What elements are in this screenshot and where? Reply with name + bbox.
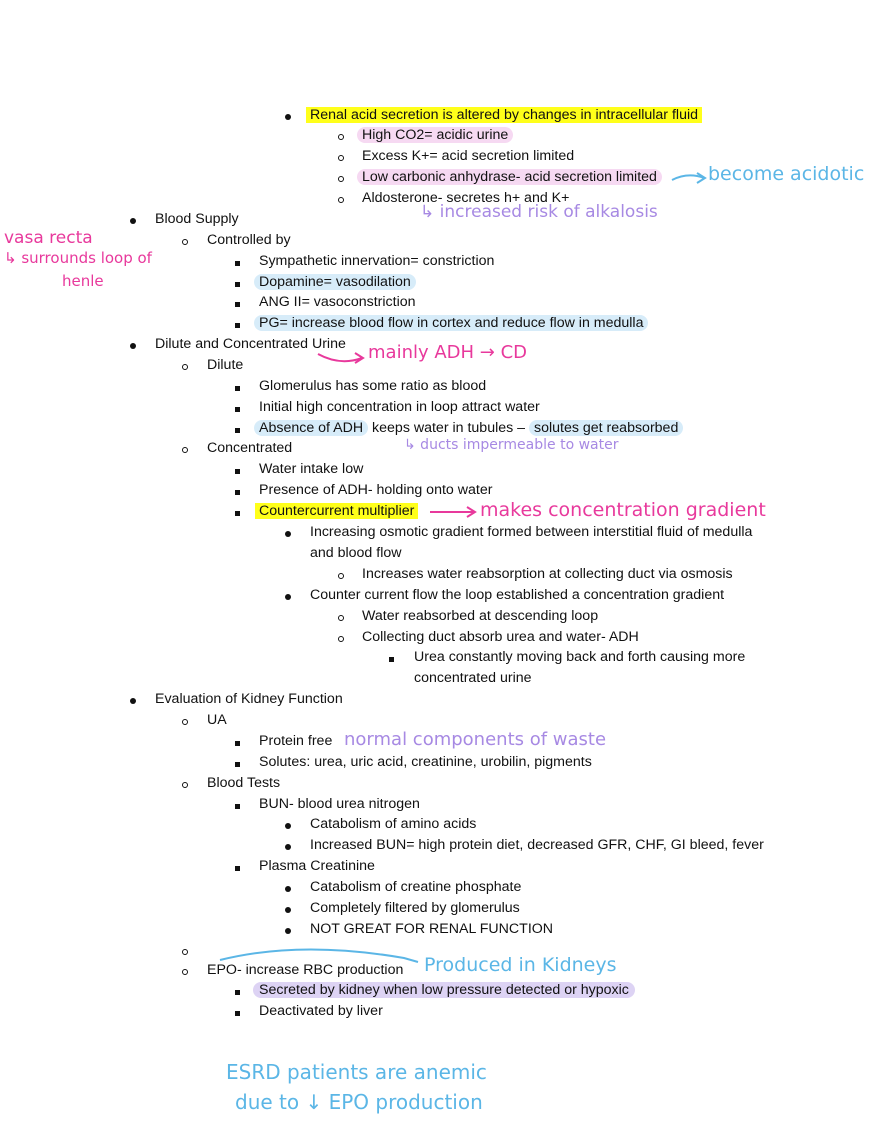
outline-line: Increasing osmotic gradient formed between interstitial fluid of medulla xyxy=(310,524,753,540)
highlight-pink: Low carbonic anhydrase- acid secretion limited xyxy=(357,169,662,185)
outline-line: Plasma Creatinine xyxy=(259,858,375,874)
handwritten-note: ↳ surrounds loop of xyxy=(4,249,152,267)
handwritten-note: ESRD patients are anemic xyxy=(226,1060,487,1084)
highlight-blue: Dopamine= vasodilation xyxy=(254,274,416,290)
bullet xyxy=(235,794,240,815)
handwritten-note: makes concentration gradient xyxy=(480,499,766,521)
handwritten-note: vasa recta xyxy=(4,228,93,248)
handwritten-note: normal components of waste xyxy=(344,729,607,750)
outline-line xyxy=(259,418,683,439)
outline-line: Presence of ADH- holding onto water xyxy=(259,482,493,498)
bullet xyxy=(338,627,344,648)
bullet xyxy=(235,856,240,877)
highlight-blue: Absence of ADH xyxy=(254,420,368,436)
outline-line: Initial high concentration in loop attract water xyxy=(259,399,540,415)
outline-line: UA xyxy=(207,712,227,728)
outline-line: Collecting duct absorb urea and water- ADH xyxy=(362,629,639,645)
bullet xyxy=(182,960,188,981)
bullet xyxy=(235,397,240,418)
bullet xyxy=(285,919,291,940)
outline-line: Sympathetic innervation= constriction xyxy=(259,253,495,269)
outline-line: Dilute and Concentrated Urine xyxy=(155,336,346,352)
arrowhead-adh xyxy=(355,353,363,363)
bullet xyxy=(338,188,344,209)
outline-line: Catabolism of amino acids xyxy=(310,816,477,832)
bullet xyxy=(338,606,344,627)
outline-line: Evaluation of Kidney Function xyxy=(155,691,343,707)
outline-line: Excess K+= acid secretion limited xyxy=(362,148,575,164)
bullet xyxy=(235,731,240,752)
outline-line: Controlled by xyxy=(207,232,291,248)
handwritten-note: due to ↓ EPO production xyxy=(235,1090,483,1114)
bullet xyxy=(235,459,240,480)
bullet xyxy=(235,480,240,501)
highlight-pink: High CO2= acidic urine xyxy=(357,127,513,143)
handwritten-note: become acidotic xyxy=(708,163,865,185)
bullet xyxy=(285,585,291,606)
bullet xyxy=(389,647,394,668)
handwritten-note: ↳ ducts impermeable to water xyxy=(404,437,619,453)
arrow-acidotic xyxy=(672,175,704,180)
outline-line xyxy=(259,501,418,522)
outline-line: Increases water reabsorption at collecting duct via osmosis xyxy=(362,566,733,582)
handwritten-note: ↳ increased risk of alkalosis xyxy=(420,202,658,222)
bullet xyxy=(235,501,240,522)
outline-line: Completely filtered by glomerulus xyxy=(310,900,520,916)
bullet xyxy=(285,835,291,856)
outline-line: Deactivated by liver xyxy=(259,1003,383,1019)
outline-line xyxy=(310,105,702,126)
outline-line xyxy=(362,125,513,146)
highlight-violet: Secreted by kidney when low pressure detected or hypoxic xyxy=(253,982,635,998)
outline-line: NOT GREAT FOR RENAL FUNCTION xyxy=(310,921,554,937)
bullet xyxy=(235,313,240,334)
bullet xyxy=(235,980,240,1001)
outline-line: concentrated urine xyxy=(414,670,532,686)
outline-line: Aldosterone- secretes h+ and K+ xyxy=(362,190,570,206)
bullet xyxy=(182,710,188,731)
bullet xyxy=(285,898,291,919)
bullet xyxy=(235,292,240,313)
bullet xyxy=(285,105,291,126)
highlight-blue: solutes get reabsorbed xyxy=(529,420,683,436)
bullet xyxy=(235,376,240,397)
bullet xyxy=(285,877,291,898)
outline-line: Urea constantly moving back and forth causing more xyxy=(414,649,746,665)
bullet xyxy=(338,125,344,146)
arrowhead-gradient xyxy=(467,507,475,517)
bullet xyxy=(182,438,188,459)
outline-line: BUN- blood urea nitrogen xyxy=(259,796,420,812)
highlight-yellow: Renal acid secretion is altered by changes in intracellular fluid xyxy=(306,107,702,123)
outline-line: Blood Supply xyxy=(155,211,239,227)
bullet xyxy=(338,167,344,188)
bullet xyxy=(235,272,240,293)
outline-line: Catabolism of creatine phosphate xyxy=(310,879,522,895)
outline-line xyxy=(259,272,416,293)
outline-line: Blood Tests xyxy=(207,775,281,791)
text-run: keeps water in tubules – xyxy=(368,420,529,436)
outline-line: and blood flow xyxy=(310,545,402,561)
bullet xyxy=(235,1001,240,1022)
handwritten-note: mainly ADH → CD xyxy=(368,342,528,363)
bullet xyxy=(182,230,188,251)
bullet xyxy=(182,355,188,376)
bullet xyxy=(235,418,240,439)
outline-line: Protein free xyxy=(259,733,333,749)
outline-line xyxy=(362,167,662,188)
bullet xyxy=(130,209,136,230)
arrow-adh xyxy=(318,354,362,361)
outline-line: Concentrated xyxy=(207,440,293,456)
outline-line: Dilute xyxy=(207,357,244,373)
arrowhead-acidotic xyxy=(697,173,705,183)
outline-line: Increased BUN= high protein diet, decreased GFR, CHF, GI bleed, fever xyxy=(310,837,764,853)
outline-line: Glomerulus has some ratio as blood xyxy=(259,378,487,394)
bullet xyxy=(338,564,344,585)
bullet xyxy=(285,522,291,543)
outline-line xyxy=(259,980,635,1001)
handwritten-note: Produced in Kidneys xyxy=(424,954,617,976)
bullet xyxy=(130,689,136,710)
bullet xyxy=(182,940,188,961)
bullet xyxy=(285,814,291,835)
bullet xyxy=(235,752,240,773)
outline-line: ANG II= vasoconstriction xyxy=(259,294,416,310)
highlight-blue: PG= increase blood flow in cortex and reduce flow in medulla xyxy=(254,315,648,331)
outline-line: Counter current flow the loop established a concentration gradient xyxy=(310,587,725,603)
bullet xyxy=(130,334,136,355)
handwritten-note: henle xyxy=(62,272,104,290)
outline-line xyxy=(259,313,648,334)
bullet xyxy=(235,251,240,272)
bullet xyxy=(338,146,344,167)
highlight-yellow: Countercurrent multiplier xyxy=(255,503,418,519)
bullet xyxy=(182,773,188,794)
outline-line: Water reabsorbed at descending loop xyxy=(362,608,599,624)
outline-line: Solutes: urea, uric acid, creatinine, urobilin, pigments xyxy=(259,754,592,770)
outline-line: Water intake low xyxy=(259,461,364,477)
outline-line: EPO- increase RBC production xyxy=(207,962,404,978)
